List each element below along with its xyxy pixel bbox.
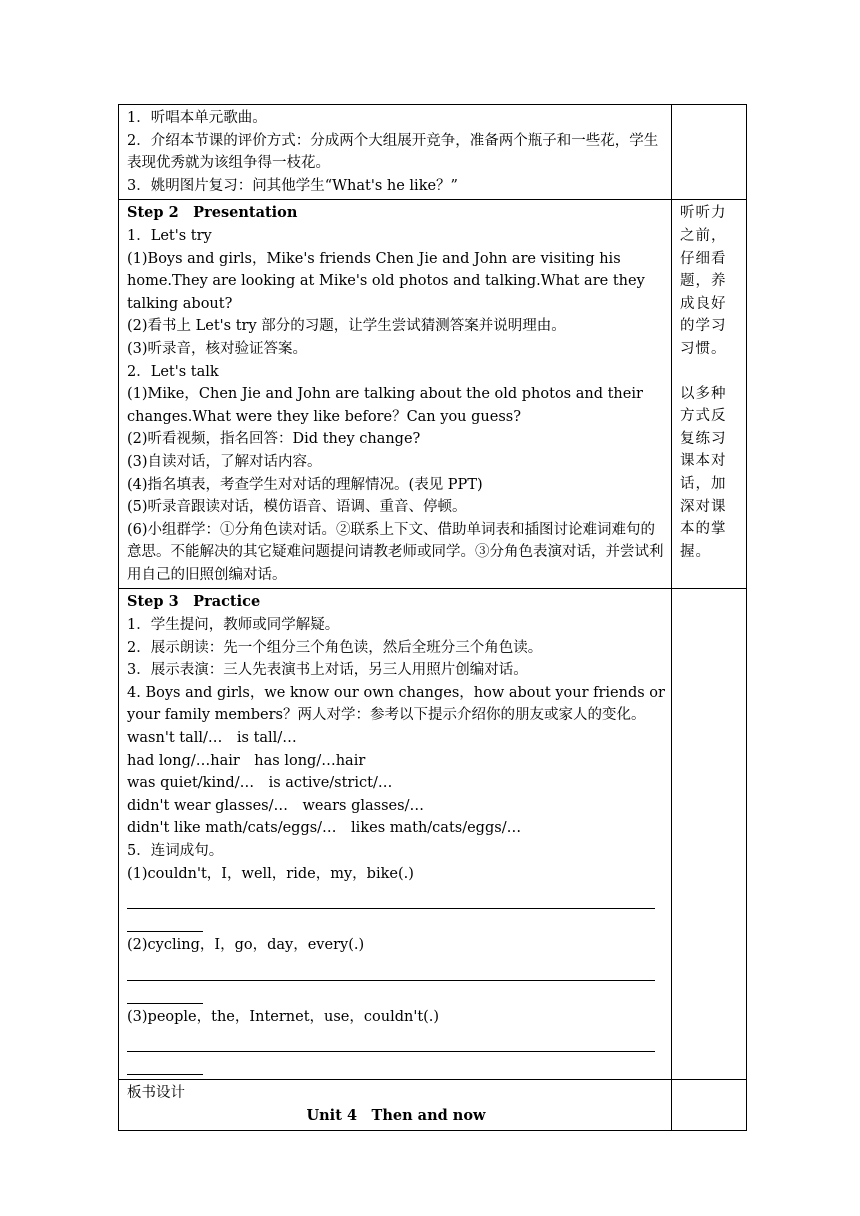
warmup-line: 3．姚明图片复习：问其他学生“What's he like？” <box>127 177 458 194</box>
note-line: 仔细看 <box>680 250 727 267</box>
step-line: (3)自读对话，了解对话内容。 <box>127 453 322 470</box>
note-spacer <box>680 361 740 383</box>
note-line: 题，养 <box>680 273 727 290</box>
notes-cell <box>672 589 747 1080</box>
note-line: 复练习 <box>680 430 727 447</box>
notes-cell <box>672 200 747 589</box>
note-line: 的学习 <box>680 318 727 335</box>
answer-blank <box>127 957 655 981</box>
warmup-line: 2．介绍本节课的评价方式：分成两个大组展开竞争，准备两个瓶子和一些花，学生表现优秀就为该组争得一枝花。 <box>127 132 659 172</box>
step-line: (2)看书上 Let's try 部分的习题，让学生尝试猜测答案并说明理由。 <box>127 318 566 335</box>
step-line: (3)听录音，核对验证答案。 <box>127 340 308 357</box>
note-line: 成良好 <box>680 295 727 312</box>
step-line: didn't wear glasses/… wears glasses/… <box>127 797 424 814</box>
answer-blank <box>127 981 203 1004</box>
table-row <box>119 589 747 1080</box>
step-line: (2)听看视频，指名回答：Did they change? <box>127 431 421 448</box>
answer-blank <box>127 1028 655 1052</box>
step-heading: Step 2 Presentation <box>127 204 298 222</box>
step-line: wasn't tall/… is tall/… <box>127 730 297 747</box>
answer-blank <box>127 909 203 932</box>
step-heading: Step 3 Practice <box>127 593 261 611</box>
note-line: 听听力 <box>680 205 727 222</box>
note-line: 课本对 <box>680 453 727 470</box>
table-row <box>119 1080 747 1130</box>
practice-cell <box>119 589 672 1080</box>
board-label: 板书设计 <box>127 1085 185 1102</box>
table-row <box>119 200 747 589</box>
step-line: 1．学生提问，教师或同学解疑。 <box>127 617 340 634</box>
note-line: 深对课 <box>680 498 727 515</box>
step-line: was quiet/kind/… is active/strict/… <box>127 775 393 792</box>
board-title: Unit 4 Then and now <box>306 1106 486 1124</box>
step-line: (6)小组群学：①分角色读对话。②联系上下文、借助单词表和插图讨论难词难句的意思。不能解决的其它疑难问题提问请教老师或同学。③分角色表演对话，并尝试利用自己的旧照创编对话。 <box>127 521 664 583</box>
note-line: 话，加 <box>680 475 727 492</box>
step-line: (1)Mike，Chen Jie and John are talking about the old photos and their changes.What were they like before？Can you guess? <box>127 386 643 425</box>
exercise-prompt: (1)couldn't，I，well，ride，my，bike(.) <box>127 865 414 882</box>
table-row <box>119 105 747 200</box>
answer-blank <box>127 1052 203 1075</box>
lesson-plan-table <box>118 104 747 1131</box>
step-line: 2．展示朗读：先一个组分三个角色读，然后全班分三个角色读。 <box>127 639 543 656</box>
note-line: 习惯。 <box>680 340 727 357</box>
step-line: 3．展示表演：三人先表演书上对话，另三人用照片创编对话。 <box>127 662 528 679</box>
note-line: 方式反 <box>680 408 727 425</box>
step-line: 2．Let's talk <box>127 363 219 380</box>
step-line: had long/…hair has long/…hair <box>127 752 366 769</box>
step-line: (4)指名填表，考查学生对对话的理解情况。(表见 PPT) <box>127 476 483 493</box>
presentation-cell <box>119 200 672 589</box>
step-line: (1)Boys and girls，Mike's friends Chen Jie and John are visiting his home.They are looking at Mike's old photos and talking.What are they talking about? <box>127 250 645 312</box>
step-line: (5)听录音跟读对话，模仿语音、语调、重音、停顿。 <box>127 499 467 516</box>
step-line: 5．连词成句。 <box>127 843 224 859</box>
step-line: 1．Let's try <box>127 227 212 244</box>
note-line: 本的掌 <box>680 521 727 538</box>
answer-blank <box>127 885 655 909</box>
notes-cell <box>672 1080 747 1130</box>
note-line: 之前， <box>680 227 727 244</box>
note-line: 握。 <box>680 543 711 560</box>
warmup-cell <box>119 105 672 200</box>
warmup-line: 1．听唱本单元歌曲。 <box>127 110 267 126</box>
exercise-prompt: (2)cycling，I，go，day，every(.) <box>127 937 365 954</box>
notes-cell <box>672 105 747 200</box>
step-line: didn't like math/cats/eggs/… likes math/cats/eggs/… <box>127 820 522 837</box>
note-line: 以多种 <box>680 385 727 402</box>
board-design-cell <box>119 1080 672 1130</box>
exercise-prompt: (3)people，the，Internet，use，couldn't(.) <box>127 1008 440 1025</box>
step-line: 4. Boys and girls，we know our own changes，how about your friends or your family members？两人对学：参考以下提示介绍你的朋友或家人的变化。 <box>127 684 665 724</box>
